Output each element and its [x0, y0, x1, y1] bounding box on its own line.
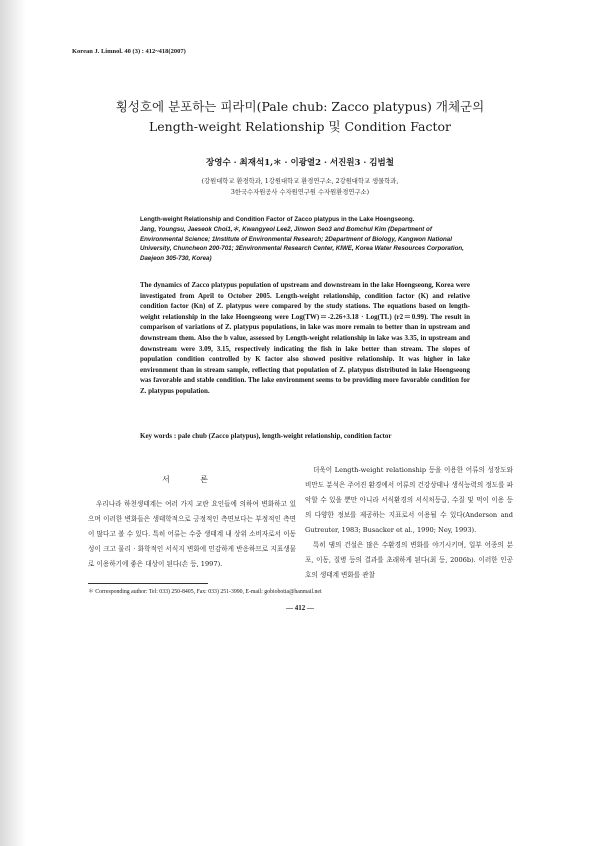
left-column-body [88, 497, 296, 572]
footnote-divider [88, 583, 208, 584]
korean-authors: 장영수 · 최재석1,＊ · 이광열2 · 서진원3 · 김범철 [206, 158, 394, 168]
corresponding-author-footnote: ＊ Corresponding author: Tel: 033) 250-8405, Fax: 033) 251-3990, E-mail: gobiobotia@hanmail.net [88, 589, 322, 595]
affiliation-line-2: 3한국수자원공사 수자원연구원 수자원환경연구소) [230, 189, 370, 196]
left-paragraph: 우리나라 하천생태계는 여러 가지 교란 요인들에 의하여 변화하고 있으며 이러한 변화들은 생태학적으로 긍정적인 측면보다는 부정적인 측면이 많다고 볼 수 있다. 특히 어류는 수중 생태계 내 상위 소비자로서 이동성이 크고 물리 · 화학적인 서식지 변화에 민감하게 반응하므로 지표생물로 이용하기에 좋은 대상이 된다(손 등, 1997). [88, 500, 296, 568]
english-title: Length-weight Relationship and Condition Factor of Zacco platypus in the Lake Hoengseong. [140, 216, 415, 223]
keywords: Key words : pale chub (Zacco platypus), length-weight relationship, condition factor [140, 432, 392, 440]
title-line-1: 횡성호에 분포하는 피라미(Pale chub: Zacco platypus) 개체군의 [115, 99, 485, 114]
affiliation-line-1: (강원대학교 환경학과, 1강원대학교 환경연구소, 2강원대학교 생물학과, [201, 178, 399, 185]
right-column-body [305, 463, 513, 583]
title-line-2: Length-weight Relationship 및 Condition Factor [148, 119, 452, 134]
journal-citation: Korean J. Limnol. 40 (3) : 412~418(2007) [72, 48, 186, 55]
page-number: — 412 — [286, 604, 314, 612]
abstract: The dynamics of Zacco platypus population of upstream and downstream in the lake Hoengseong, Korea were investigated from April to October 2005. Length-weight relationship, condition factor (K) and relative condition factor (Kn) of Z. platypus were compared by the study stations. The equations based on length-weight relationship in the lake Hoengseong were Log(TW)＝-2.26+3.18 · Log(TL) (r2＝0.99). The result in comparison of variations of Z. platypus populations, in lake was more remain to better than in upstream and downstream them. Also the b value, assessed by Length-weight relationship in lake was 3.35, in upstream and downstream were 3.09, 3.15, respectively indicating the fish in lake better than stream. The slopes of population condition controlled by K factor also showed positive relationship. It was higher in lake environment than in stream sample, reflecting that population of Z. platypus distributed in lake Hoengseong was favorable and stable condition. The lake environment seems to be providing more favorable condition for Z. platypus population. [140, 281, 470, 395]
right-paragraph-1: 더욱이 Length-weight relationship 등을 이용한 어류의 성장도와 비만도 분석은 주어진 환경에서 어류의 건강상태나 생식능력의 정도를 파악할 수 있을 뿐만 아니라 서식환경의 서식처등급, 수질 및 먹이 이용 등의 다양한 정보를 제공하는 지표로서 이용될 수 있다(Anderson and Gutreuter, 1983; Busacker et al., 1990; Ney, 1993). [305, 466, 513, 534]
section-heading-introduction: 서 론 [162, 475, 222, 484]
right-paragraph-2: 특히 댐의 건설은 많은 수환경의 변화를 야기시키며, 일부 어종의 분포, 이동, 질병 등의 결과를 초래하게 된다(최 등, 2006b). 이러한 인공호의 생태계 변화를 관찰 [305, 541, 513, 579]
english-authors: Jang, Youngsu, Jaeseok Choi1,＊, Kwangyeol Lee2, Jinwon Seo3 and Bomchul Kim (Department of Environmental Science; 1Institute of Environmental Research; 2Department of Biology, Kangwon National University, Chuncheon 200-701; 3Environmental Research Center, KIWE, Korea Water Resources Corporation, Daejeon 305-730, Korea) [140, 226, 464, 262]
